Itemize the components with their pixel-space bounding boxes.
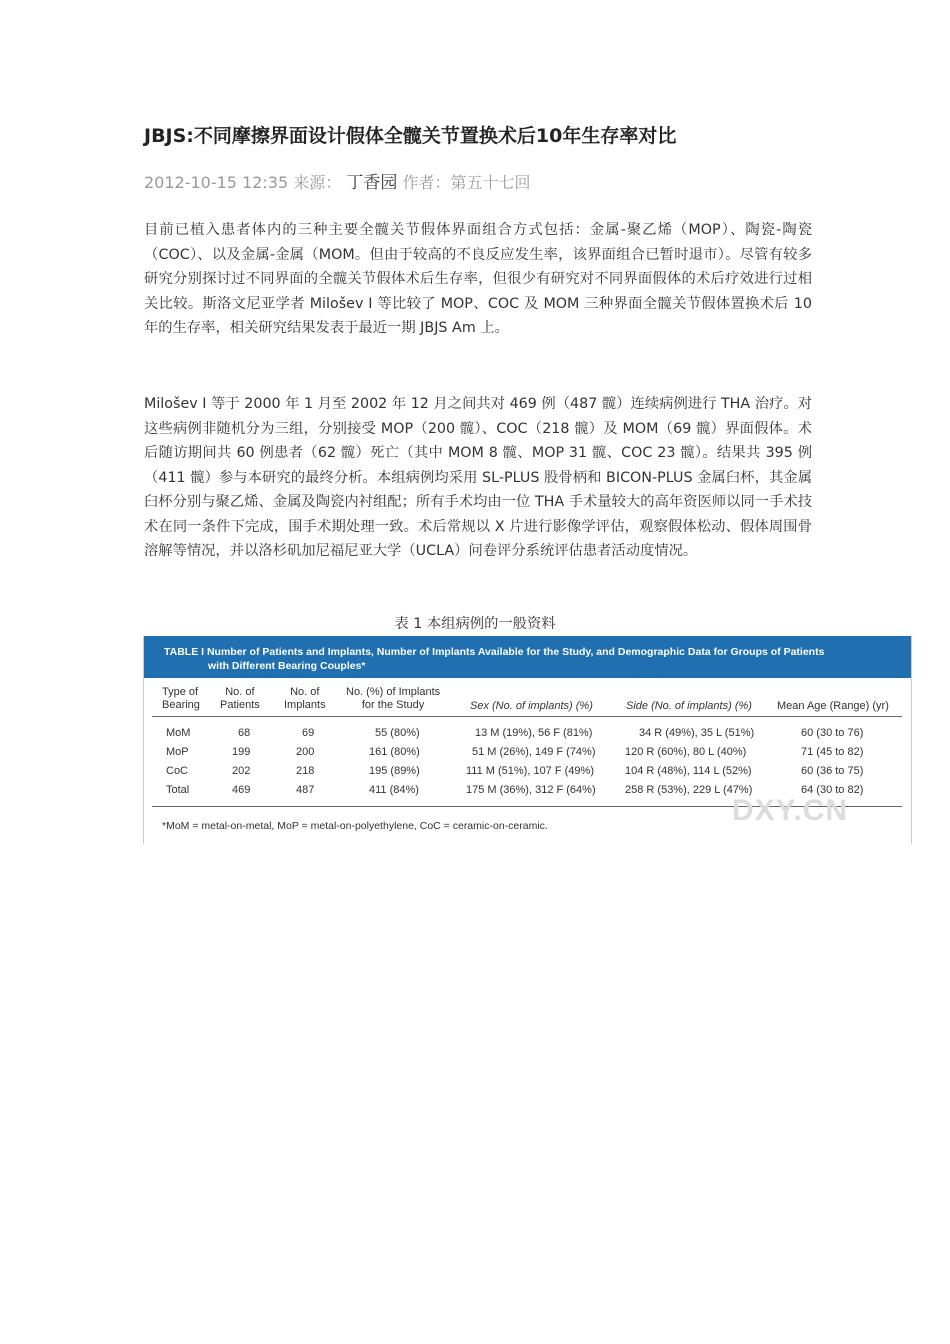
- table-column-headers: [144, 684, 911, 716]
- table-heading: [144, 636, 911, 678]
- col-header-sex: Sex (No. of implants) (%): [470, 700, 593, 712]
- paragraph-methods: Milošev I 等于 2000 年 1 月至 2002 年 12 月之间共对 469 例（487 髋）连续病例进行 THA 治疗。对这些病例非随机分为三组，分别接受 MOP（200 髋）、COC（218 髋）及 MOM（69 髋）界面假体。术后随访期间共 60 例患者（62 髋）死亡（其中 MOM 8 髋、MOP 31 髋、COC 23 髋）。结果共 395 例（411 髋）参与本研究的最终分析。本组病例均采用 SL-PLUS 股骨柄和 BICON-PLUS 金属臼杯，其金属臼杯分别与聚乙烯、金属及陶瓷内衬组配；所有手术均由一位 THA 手术量较大的高年资医师以同一手术技术在同一条件下完成，围手术期处理一致。术后常规以 X 片进行影像学评估，观察假体松动、假体周围骨溶解等情况，并以洛杉矶加尼福尼亚大学（UCLA）问卷评分系统评估患者活动度情况。: [144, 396, 812, 559]
- author-name: 第五十七回: [450, 173, 531, 192]
- table-row: CoC 202 218 195 (89%) 111 M (51%), 107 F (49%) 104 R (48%), 114 L (52%) 60 (36 to 75): [166, 765, 864, 777]
- table-row: MoP 199 200 161 (80%) 51 M (26%), 149 F (74%) 120 R (60%), 80 L (40%) 71 (45 to 82): [166, 746, 864, 758]
- col-header-type: Type of Bearing: [162, 686, 200, 711]
- author-label: 作者：: [402, 173, 451, 192]
- col-header-side: Side (No. of implants) (%): [626, 700, 752, 712]
- table-row: MoM 68 69 55 (80%) 13 M (19%), 56 F (81%) 34 R (49%), 35 L (51%) 60 (30 to 76): [166, 727, 864, 739]
- table-caption: 表 1 本组病例的一般资料: [394, 616, 556, 632]
- article-title: JBJS:不同摩擦界面设计假体全髋关节置换术后10年生存率对比: [144, 125, 677, 147]
- table-footnote: *MoM = metal-on-metal, MoP = metal-on-polyethylene, CoC = ceramic-on-ceramic.: [162, 820, 548, 832]
- article-date: 2012-10-15 12:35: [144, 173, 289, 192]
- data-table-image: [143, 636, 912, 844]
- col-header-implants: No. of Implants: [284, 686, 326, 711]
- article-meta: [144, 171, 531, 195]
- watermark-logo: DXY.CN: [732, 794, 849, 827]
- table-row: Total 469 487 411 (84%) 175 M (36%), 312 F (64%) 258 R (53%), 229 L (47%) 64 (30 to 82): [166, 784, 864, 796]
- col-header-age: Mean Age (Range) (yr): [777, 700, 889, 712]
- source-label: 来源：: [293, 173, 342, 192]
- table-rule-top: [152, 716, 902, 717]
- table-heading-line1: TABLE I Number of Patients and Implants, Number of Implants Available for the Study, and Demographic Data for Groups of Patients: [164, 646, 825, 658]
- table-heading-line2: with Different Bearing Couples*: [208, 660, 366, 672]
- paragraph-intro: 目前已植入患者体内的三种主要全髋关节假体界面组合方式包括：金属-聚乙烯（MOP）、陶瓷-陶瓷（COC）、以及金属-金属（MOM。但由于较高的不良反应发生率，该界面组合已暂时退市）。尽管有较多研究分别探讨过不同界面的全髋关节假体术后生存率，但很少有研究对不同界面假体的术后疗效进行过相关比较。斯洛文尼亚学者 Milošev I 等比较了 MOP、COC 及 MOM 三种界面全髋关节假体置换术后 10 年的生存率，相关研究结果发表于最近一期 JBJS Am 上。: [144, 222, 812, 336]
- col-header-available: No. (%) of Implants for the Study: [346, 686, 441, 711]
- source-name: 丁香园: [346, 173, 398, 193]
- col-header-patients: No. of Patients: [220, 686, 260, 711]
